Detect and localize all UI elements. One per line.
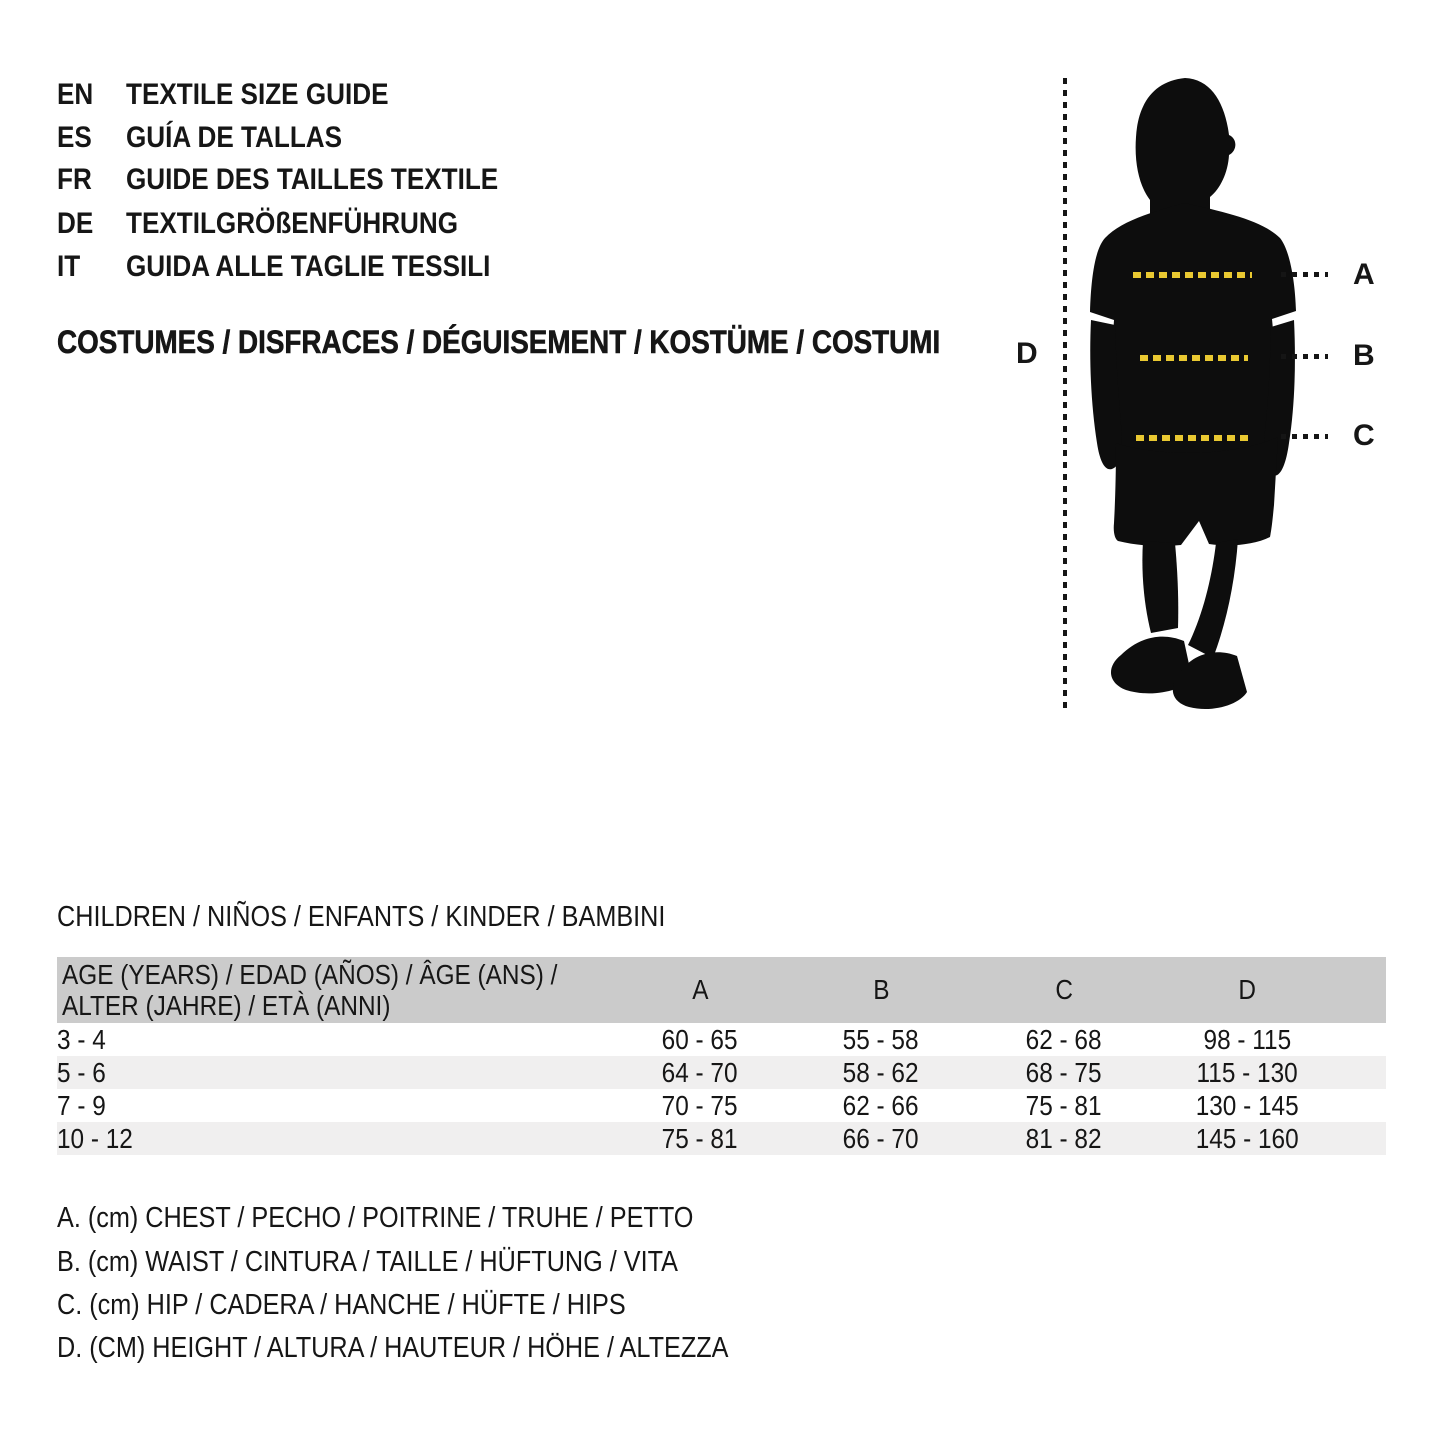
value-cell-b: 66 - 70 — [790, 1122, 972, 1155]
age-cell: 10 - 12 — [57, 1122, 610, 1155]
language-row — [57, 80, 757, 110]
silhouette-right-leg — [1188, 539, 1238, 658]
waist-connector-dots — [1281, 354, 1328, 359]
language-code: IT — [57, 250, 81, 283]
legend-line-d: D. (CM) HEIGHT / ALTURA / HAUTEUR / HÖHE / ALTEZZA — [57, 1332, 729, 1364]
table-row — [57, 1089, 1386, 1122]
language-row — [57, 209, 757, 239]
value-cell-d: 115 - 130 — [1156, 1056, 1338, 1089]
table-header-d: D — [1156, 957, 1338, 1023]
value-cell-b: 55 - 58 — [843, 1023, 919, 1055]
age-cell: 7 - 9 — [57, 1089, 106, 1121]
category-title — [57, 326, 1072, 358]
language-guide-title: GUÍA DE TALLAS — [126, 121, 343, 154]
measurement-figure — [990, 60, 1445, 740]
language-row — [57, 252, 757, 282]
hip-measure-dashes — [1136, 435, 1252, 441]
section-title-children — [57, 903, 756, 932]
age-cell: 3 - 4 — [57, 1023, 106, 1055]
value-cell-a: 70 - 75 — [662, 1089, 738, 1121]
table-row — [57, 1122, 1386, 1155]
language-row — [57, 123, 757, 153]
value-cell-b: 62 - 66 — [843, 1089, 919, 1121]
language-code: ES — [57, 121, 92, 154]
measure-label-b: B — [1353, 339, 1375, 372]
value-cell-a: 64 - 70 — [610, 1056, 790, 1089]
value-cell-a: 75 - 81 — [610, 1122, 790, 1155]
hip-connector-dots — [1281, 434, 1328, 439]
chest-measure-dashes — [1133, 272, 1252, 278]
value-cell-c: 62 - 68 — [1026, 1023, 1102, 1055]
age-cell: 5 - 6 — [57, 1056, 610, 1089]
language-guide-title: GUIDE DES TAILLES TEXTILE — [126, 163, 499, 196]
section-title-text: CHILDREN / NIÑOS / ENFANTS / KINDER / BAMBINI — [57, 901, 666, 933]
value-cell-a: 60 - 65 — [662, 1023, 738, 1055]
measure-label-a: A — [1353, 258, 1375, 291]
value-cell-c: 75 - 81 — [1026, 1089, 1102, 1121]
value-cell-d: 98 - 115 — [1203, 1023, 1291, 1055]
measure-label-c: C — [1353, 419, 1375, 452]
legend-line-a: A. (cm) CHEST / PECHO / POITRINE / TRUHE / PETTO — [57, 1202, 694, 1234]
language-guide-title: GUIDA ALLE TAGLIE TESSILI — [126, 250, 491, 283]
value-cell-b: 58 - 62 — [790, 1056, 972, 1089]
table-header-a: A — [610, 957, 790, 1023]
table-header-b: B — [790, 957, 972, 1023]
table-row — [57, 1023, 1386, 1056]
language-guide-title: TEXTILE SIZE GUIDE — [126, 78, 389, 111]
legend-line-b: B. (cm) WAIST / CINTURA / TAILLE / HÜFTUNG / VITA — [57, 1246, 679, 1278]
category-title-text: COSTUMES / DISFRACES / DÉGUISEMENT / KOSTÜME / COSTUMI — [57, 324, 941, 360]
language-code: DE — [57, 207, 94, 240]
waist-measure-dashes — [1140, 355, 1248, 361]
silhouette-left-leg — [1142, 541, 1178, 633]
table-header-age — [57, 957, 610, 1023]
silhouette-shorts — [1114, 437, 1278, 546]
child-silhouette — [1088, 75, 1298, 715]
legend-line-c: C. (cm) HIP / CADERA / HANCHE / HÜFTE / HIPS — [57, 1289, 626, 1321]
table-row — [57, 1056, 1386, 1089]
table-header-row — [57, 957, 1386, 1023]
language-code: FR — [57, 163, 92, 196]
table-header-c: C — [972, 957, 1156, 1023]
height-dotted-line — [1063, 78, 1067, 712]
age-header-line1: AGE (YEARS) / EDAD (AÑOS) / ÂGE (ANS) / — [62, 959, 558, 990]
table-header-filler — [1338, 957, 1386, 1023]
value-cell-c: 81 - 82 — [972, 1122, 1156, 1155]
size-table — [57, 957, 1386, 1155]
language-guide-title: TEXTILGRÖßENFÜHRUNG — [126, 207, 459, 240]
chest-connector-dots — [1281, 272, 1328, 277]
language-code: EN — [57, 78, 94, 111]
age-header-line2: ALTER (JAHRE) / ETÀ (ANNI) — [62, 990, 391, 1021]
value-cell-c: 68 - 75 — [972, 1056, 1156, 1089]
value-cell-d: 130 - 145 — [1195, 1089, 1299, 1121]
language-row — [57, 165, 757, 195]
measure-label-d: D — [1016, 337, 1038, 370]
value-cell-d: 145 - 160 — [1156, 1122, 1338, 1155]
